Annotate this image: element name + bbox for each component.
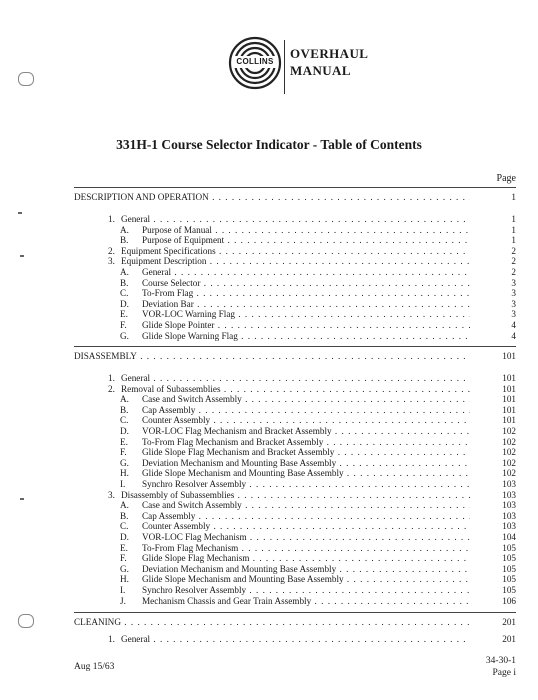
toc-section-title: DESCRIPTION AND OPERATION . . . — [74, 192, 470, 203]
toc-entry-label: D. — [120, 298, 129, 309]
toc-entry — [0, 490, 538, 501]
toc-section-page: 101 — [486, 351, 516, 362]
toc-entry-page: 105 — [486, 553, 516, 564]
toc-entry-label: G. — [120, 330, 129, 341]
toc-entry-page: 1 — [486, 235, 516, 246]
toc-entry-title: VOR-LOC Warning Flag . . . — [142, 309, 470, 320]
toc-entry-label: A. — [120, 500, 129, 511]
toc-entry-title: Synchro Resolver Assembly . . . — [142, 479, 470, 490]
toc-entry — [0, 331, 538, 342]
toc-entry — [0, 585, 538, 596]
toc-entry-page: 105 — [486, 585, 516, 596]
section-rule — [74, 346, 516, 347]
document-number: 34-30-1 — [485, 656, 516, 666]
toc-entry-label: G. — [120, 563, 129, 574]
toc-entry — [0, 256, 538, 267]
toc-section-title: DISASSEMBLY . . . — [74, 351, 470, 362]
toc-entry-label: 3. — [108, 256, 115, 267]
toc-entry-page: 103 — [486, 511, 516, 522]
toc-entry — [0, 596, 538, 607]
toc-entry-label: C. — [120, 521, 129, 532]
toc-entry-title: To-From Flag Mechanism and Bracket Assembly . . . — [142, 437, 470, 448]
toc-entry — [0, 447, 538, 458]
toc-entry-title: Equipment Description . . . — [121, 256, 470, 267]
toc-entry — [0, 405, 538, 416]
toc-entry-title: Glide Slope Mechanism and Mounting Base Assembly . . . — [142, 468, 470, 479]
toc-entry-label: 2. — [108, 245, 115, 256]
toc-entry-label: H. — [120, 574, 129, 585]
toc-entry — [0, 299, 538, 310]
manual-type-title — [290, 45, 368, 79]
toc-entry-page: 3 — [486, 299, 516, 310]
toc-entry-title: To-From Flag . . . — [142, 288, 470, 299]
toc-entry-label: C. — [120, 415, 129, 426]
toc-entry-title: Deviation Bar . . . — [142, 299, 470, 310]
toc-entry-label: H. — [120, 468, 129, 479]
toc-entry-label: B. — [120, 277, 129, 288]
toc-entry-label: E. — [120, 436, 128, 447]
toc-entry — [0, 225, 538, 236]
toc-entry-page: 2 — [486, 256, 516, 267]
toc-entry-label: A. — [120, 267, 129, 277]
toc-entry-title: General . . . — [121, 214, 470, 225]
page-number: Page i — [492, 668, 516, 678]
toc-entry — [0, 553, 538, 564]
toc-entry-page: 2 — [486, 246, 516, 257]
toc-entry-title: Disassembly of Subassemblies . . . — [121, 490, 470, 501]
logo-wordmark: COLLINS — [232, 56, 278, 68]
toc-entry — [0, 320, 538, 331]
toc-entry-label: E. — [120, 309, 128, 320]
toc-entry-page: 103 — [486, 479, 516, 490]
toc-entry-label: 1. — [108, 214, 115, 224]
toc-entry — [0, 309, 538, 320]
toc-entry-title: Purpose of Manual . . . — [142, 225, 470, 236]
toc-entry — [0, 468, 538, 479]
toc-entry-page: 102 — [486, 426, 516, 437]
toc-entry-title: Glide Slope Flag Mechanism and Bracket Assembly . . . — [142, 447, 470, 458]
toc-section-page: 201 — [486, 617, 516, 628]
toc-entry-label: B. — [120, 235, 129, 246]
toc-entry-page: 105 — [486, 564, 516, 575]
toc-entry-title: Glide Slope Warning Flag . . . — [142, 331, 470, 342]
document-title: 331H-1 Course Selector Indicator - Table of Contents — [116, 137, 422, 152]
toc-entry-page: 106 — [486, 596, 516, 607]
toc-entry — [0, 521, 538, 532]
toc-entry-page: 102 — [486, 437, 516, 448]
toc-entry-page: 104 — [486, 532, 516, 543]
toc-entry-label: A. — [120, 224, 129, 235]
toc-entry — [0, 574, 538, 585]
toc-entry — [0, 564, 538, 575]
manual-type-line2: MANUAL — [290, 63, 351, 78]
toc-entry — [0, 458, 538, 469]
toc-entry-page: 1 — [486, 214, 516, 225]
toc-entry — [0, 543, 538, 554]
toc-section-title: CLEANING . . . — [74, 617, 470, 628]
toc-entry-title: Purpose of Equipment . . . — [142, 235, 470, 246]
toc-entry-label: F. — [120, 320, 127, 330]
section-rule — [74, 187, 516, 188]
toc-entry-page: 103 — [486, 490, 516, 501]
toc-entry-title: To-From Flag Mechanism . . . — [142, 543, 470, 554]
toc-entry-label: C. — [120, 288, 129, 299]
toc-entry — [0, 479, 538, 490]
toc-entry-page: 3 — [486, 288, 516, 299]
toc-entry-label: J. — [120, 595, 126, 606]
toc-entry-title: Counter Assembly . . . — [142, 415, 470, 426]
toc-entry-label: F. — [120, 553, 127, 564]
toc-entry-title: Cap Assembly . . . — [142, 511, 470, 522]
toc-entry-page: 4 — [486, 320, 516, 331]
toc-entry-title: Case and Switch Assembly . . . — [142, 500, 470, 511]
toc-entry — [0, 278, 538, 289]
toc-entry-title: VOR-LOC Flag Mechanism and Bracket Assembly . . . — [142, 426, 470, 437]
toc-entry-page: 101 — [486, 384, 516, 395]
toc-entry-page: 4 — [486, 331, 516, 342]
toc-entry-title: Course Selector . . . — [142, 278, 470, 289]
toc-entry-page: 3 — [486, 309, 516, 320]
toc-entry — [0, 246, 538, 257]
toc-entry — [0, 267, 538, 278]
toc-entry-title: General . . . — [121, 634, 470, 645]
toc-entry-title: Synchro Resolver Assembly . . . — [142, 585, 470, 596]
toc-entry-label: A. — [120, 394, 129, 405]
toc-entry — [0, 500, 538, 511]
toc-entry-page: 101 — [486, 394, 516, 405]
toc-entry-label: 1. — [108, 373, 115, 383]
toc-entry-title: Glide Slope Flag Mechanism . . . — [142, 553, 470, 564]
toc-entry-label: 1. — [108, 634, 115, 644]
toc-section-row — [0, 192, 538, 203]
toc-entry-page: 3 — [486, 278, 516, 289]
toc-entry-label: I. — [120, 585, 126, 595]
footer-page-ref — [486, 655, 516, 679]
toc-entry-label: D. — [120, 426, 129, 436]
manual-type-line1: OVERHAUL — [290, 46, 369, 61]
toc-entry-page: 1 — [486, 225, 516, 236]
toc-entry-title: Equipment Specifications . . . — [121, 246, 470, 257]
toc-entry-label: F. — [120, 447, 127, 458]
toc-section-page: 1 — [486, 192, 516, 203]
toc-entry — [0, 426, 538, 437]
toc-entry — [0, 384, 538, 395]
toc-entry — [0, 634, 538, 645]
toc-entry — [0, 235, 538, 246]
toc-entry-page: 105 — [486, 543, 516, 554]
toc-entry-page: 101 — [486, 405, 516, 416]
toc-entry — [0, 373, 538, 384]
toc-entry-page: 105 — [486, 574, 516, 585]
toc-entry-title: Cap Assembly . . . — [142, 405, 470, 416]
toc-section-row — [0, 351, 538, 362]
binder-hole-top — [18, 72, 34, 86]
toc-entry-title: Deviation Mechanism and Mounting Base Assembly . . . — [142, 564, 470, 575]
toc-entry-title: General . . . — [142, 267, 470, 278]
revision-date: Aug 15/63 — [74, 662, 115, 672]
toc-entry-title: Deviation Mechanism and Mounting Base Assembly . . . — [142, 458, 470, 469]
toc-entry-page: 101 — [486, 415, 516, 426]
toc-entry-title: General . . . — [121, 373, 470, 384]
page-column-heading: Page — [496, 173, 516, 184]
toc-entry-label: E. — [120, 542, 128, 553]
toc-entry-label: D. — [120, 532, 129, 542]
toc-entry — [0, 394, 538, 405]
toc-section-row — [0, 617, 538, 628]
toc-entry-label: I. — [120, 479, 126, 489]
toc-entry-page: 2 — [486, 267, 516, 278]
toc-entry-page: 102 — [486, 447, 516, 458]
toc-entry-title: Mechanism Chassis and Gear Train Assembly . . . — [142, 596, 470, 607]
toc-entry-label: B. — [120, 510, 129, 521]
toc-entry — [0, 288, 538, 299]
toc-entry-page: 103 — [486, 500, 516, 511]
section-rule — [74, 612, 516, 613]
toc-entry-page: 101 — [486, 373, 516, 384]
toc-entry-label: 3. — [108, 489, 115, 500]
toc-entry-page: 102 — [486, 468, 516, 479]
toc-entry — [0, 214, 538, 225]
toc-entry-title: VOR-LOC Flag Mechanism . . . — [142, 532, 470, 543]
toc-entry-title: Removal of Subassemblies . . . — [121, 384, 470, 395]
toc-entry-title: Glide Slope Pointer . . . — [142, 320, 470, 331]
toc-entry-label: G. — [120, 457, 129, 468]
toc-entry-label: 2. — [108, 383, 115, 394]
toc-entry — [0, 532, 538, 543]
toc-entry-title: Glide Slope Mechanism and Mounting Base Assembly . . . — [142, 574, 470, 585]
toc-entry-page: 201 — [486, 634, 516, 645]
toc-entry — [0, 511, 538, 522]
toc-entry — [0, 415, 538, 426]
toc-entry-page: 102 — [486, 458, 516, 469]
toc-entry-page: 103 — [486, 521, 516, 532]
toc-entry — [0, 437, 538, 448]
toc-entry-label: B. — [120, 404, 129, 415]
toc-entry-title: Counter Assembly . . . — [142, 521, 470, 532]
toc-entry-title: Case and Switch Assembly . . . — [142, 394, 470, 405]
header-divider — [284, 40, 285, 94]
